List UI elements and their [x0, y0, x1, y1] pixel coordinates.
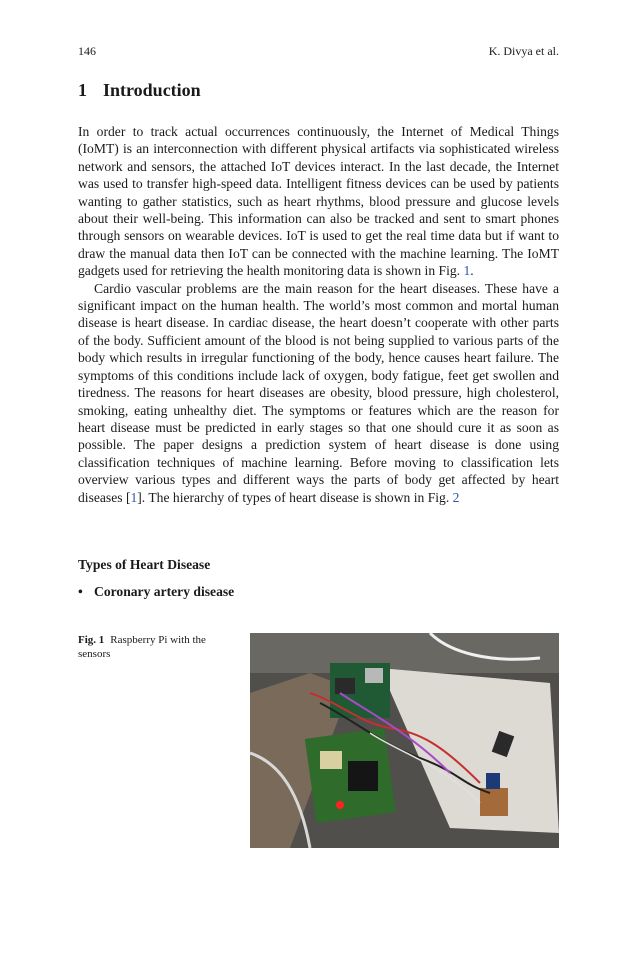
section-title-text: Introduction [103, 80, 201, 100]
paragraph-2-text: Cardio vascular problems are the main reason for the heart diseases. These have a significant impact on the human health. The world’s most common and mortal human disease is heart disease. In cardiac disease, the heart doesn’t cooperate with other parts of the body. Sufficient amount of the blood is not being supplied to various parts of the body which results in irregular functioning of the body, hence causes heart failure. The symptoms of this conditions include lack of oxygen, body fatigue, feet get swollen and tiredness. The reasons for heart diseases are obesity, blood pressure, high cholesterol, smoking, eating unhealthy diet. The symptoms or features which are the reason for heart disease must be predicted in early stages so that one should cure it as soon as possible. The paper designs a prediction system of heart disease is done using classification techniques of machine learning. Before moving to classification lets overview various types and different ways the parts of body get affected by heart diseases [ [78, 280, 559, 505]
paragraph-1-text: In order to track actual occurrences continuously, the Internet of Medical Things (IoMT) is an interconnection with different physical artifacts via sophisticated wireless network and sensors, the attached IoT devices interact. In the last decade, the Internet was used to transfer high-speed data. Intelligent fitness devices can be used by patients wanting to gather statistics, such as heart rhythms, blood pressure and glucose levels about their well-being. This information can also be tracked and sent to smart phones through sensors on wearable devices. IoT is used to get the real time data but if want to draw the manual data then IoT can be connected with the machine learning. The IoMT gadgets used for retrieving the health monitoring data is shown in Fig. [78, 124, 559, 279]
figure-reference-1[interactable]: 1 [463, 263, 471, 279]
figure-reference-2[interactable]: 2 [452, 489, 460, 505]
section-number: 1 [78, 80, 87, 100]
figure-caption-text: Raspberry Pi with the sensors [78, 634, 206, 660]
paragraph-1 [78, 123, 559, 280]
citation-reference-1[interactable]: 1 [130, 489, 138, 505]
figure-label: Fig. 1 [78, 634, 105, 646]
raspberry-pi-photo [250, 633, 559, 848]
section-heading [78, 80, 201, 101]
subheading: Types of Heart Disease [78, 557, 211, 572]
paragraph-2 [78, 280, 559, 506]
figure-caption [78, 633, 238, 661]
raspberry-pi-photo-illustration [250, 633, 559, 848]
paragraph-1-end: . [470, 263, 474, 279]
bullet-text: Coronary artery disease [94, 584, 235, 599]
bullet-item [78, 584, 234, 600]
page-number: 146 [78, 44, 96, 58]
running-authors: K. Divya et al. [488, 44, 559, 58]
paragraph-2-mid: ]. The hierarchy of types of heart disease is shown in Fig. [137, 489, 453, 505]
bullet-marker: • [78, 584, 83, 599]
body-text [78, 123, 559, 506]
